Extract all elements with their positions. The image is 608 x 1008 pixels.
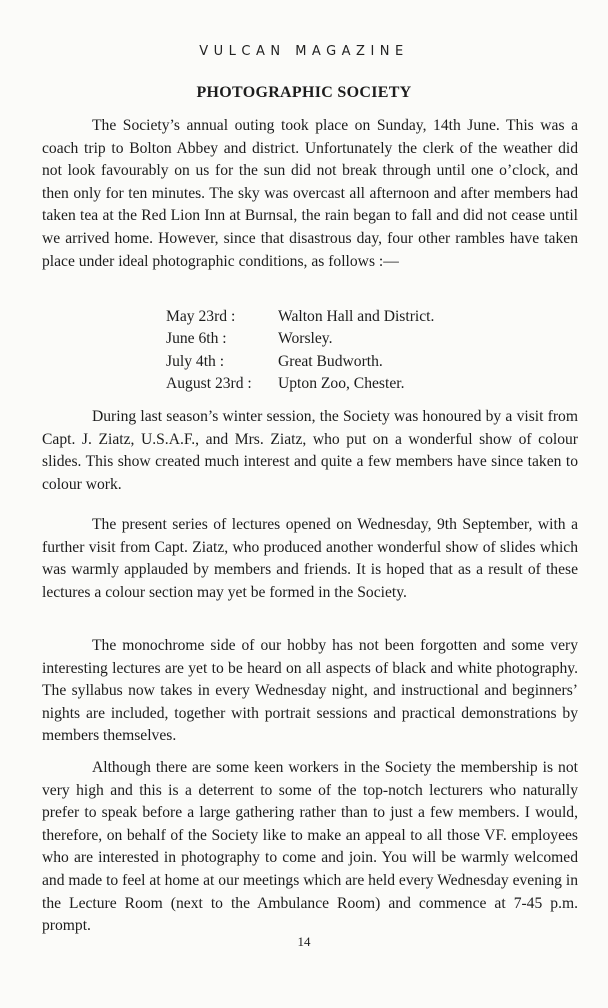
ramble-place: Upton Zoo, Chester. [278,375,405,393]
page-number: 14 [297,934,311,949]
paragraph-monochrome: The monochrome side of our hobby has not been forgotten and some very interesting lectures are yet to be heard on all aspects of black and white photography. The syllabus now takes in every Wednesday night, and instructional and beginners’ nights are included, together with portrait sessions and practical demonstrations by members themselves. [42,637,578,745]
paragraph-annual-outing: The Society’s annual outing took place on Sunday, 14th June. This was a coach trip to Bolton Abbey and district. Unfortunately the clerk of the weather did not look favourably on us for the sun did not break through until one o’clock, and then only for ten minutes. The sky was overcast all afternoon and after members had taken tea at the Red Lion Inn at Burnsal, the rain began to fall and did not cease until we arrived home. However, since that disastrous day, four other rambles have taken place under ideal photographic conditions, as follows :— [42,117,578,270]
paragraph-membership-appeal: Although there are some keen workers in the Society the membership is not very high and this is a deterrent to some of the top-notch lecturers who naturally prefer to speak before a large gathering rather than to just a few members. I would, therefore, on behalf of the Society like to make an appeal to all those VF. employees who are interested in photography to come and join. You will be warmly welcomed and made to feel at home at our meetings which are held every Wednesday evening in the Lecture Room (next to the Ambulance Room) and commence at 7-45 p.m. prompt. [42,759,578,935]
ramble-place: Worsley. [278,330,333,348]
ramble-item [166,351,434,373]
rambles-list [166,306,434,396]
ramble-place: Walton Hall and District. [278,308,435,325]
article-title: PHOTOGRAPHIC SOCIETY [196,84,412,101]
ramble-date: July 4th : [166,352,225,370]
magazine-masthead: VULCAN MAGAZINE [199,44,409,59]
ramble-item [166,306,434,328]
paragraph-lecture-series: The present series of lectures opened on Wednesday, 9th September, with a further visit from Capt. Ziatz, who produced another wonderful show of slides which was warmly applauded by members and friends. It is hoped that as a result of these lectures a colour section may yet be formed in the Society. [42,516,578,601]
ramble-item [166,328,434,350]
ramble-date: June 6th : [166,330,227,348]
paragraph-winter-session: During last season’s winter session, the Society was honoured by a visit from Capt. J. Ziatz, U.S.A.F., and Mrs. Ziatz, who put on a wonderful show of colour slides. This show created much interest and quite a few members have since taken to colour work. [42,408,578,493]
ramble-item [166,373,434,395]
ramble-date: May 23rd : [166,308,236,325]
ramble-date: August 23rd : [166,375,252,393]
ramble-place: Great Budworth. [278,352,383,370]
